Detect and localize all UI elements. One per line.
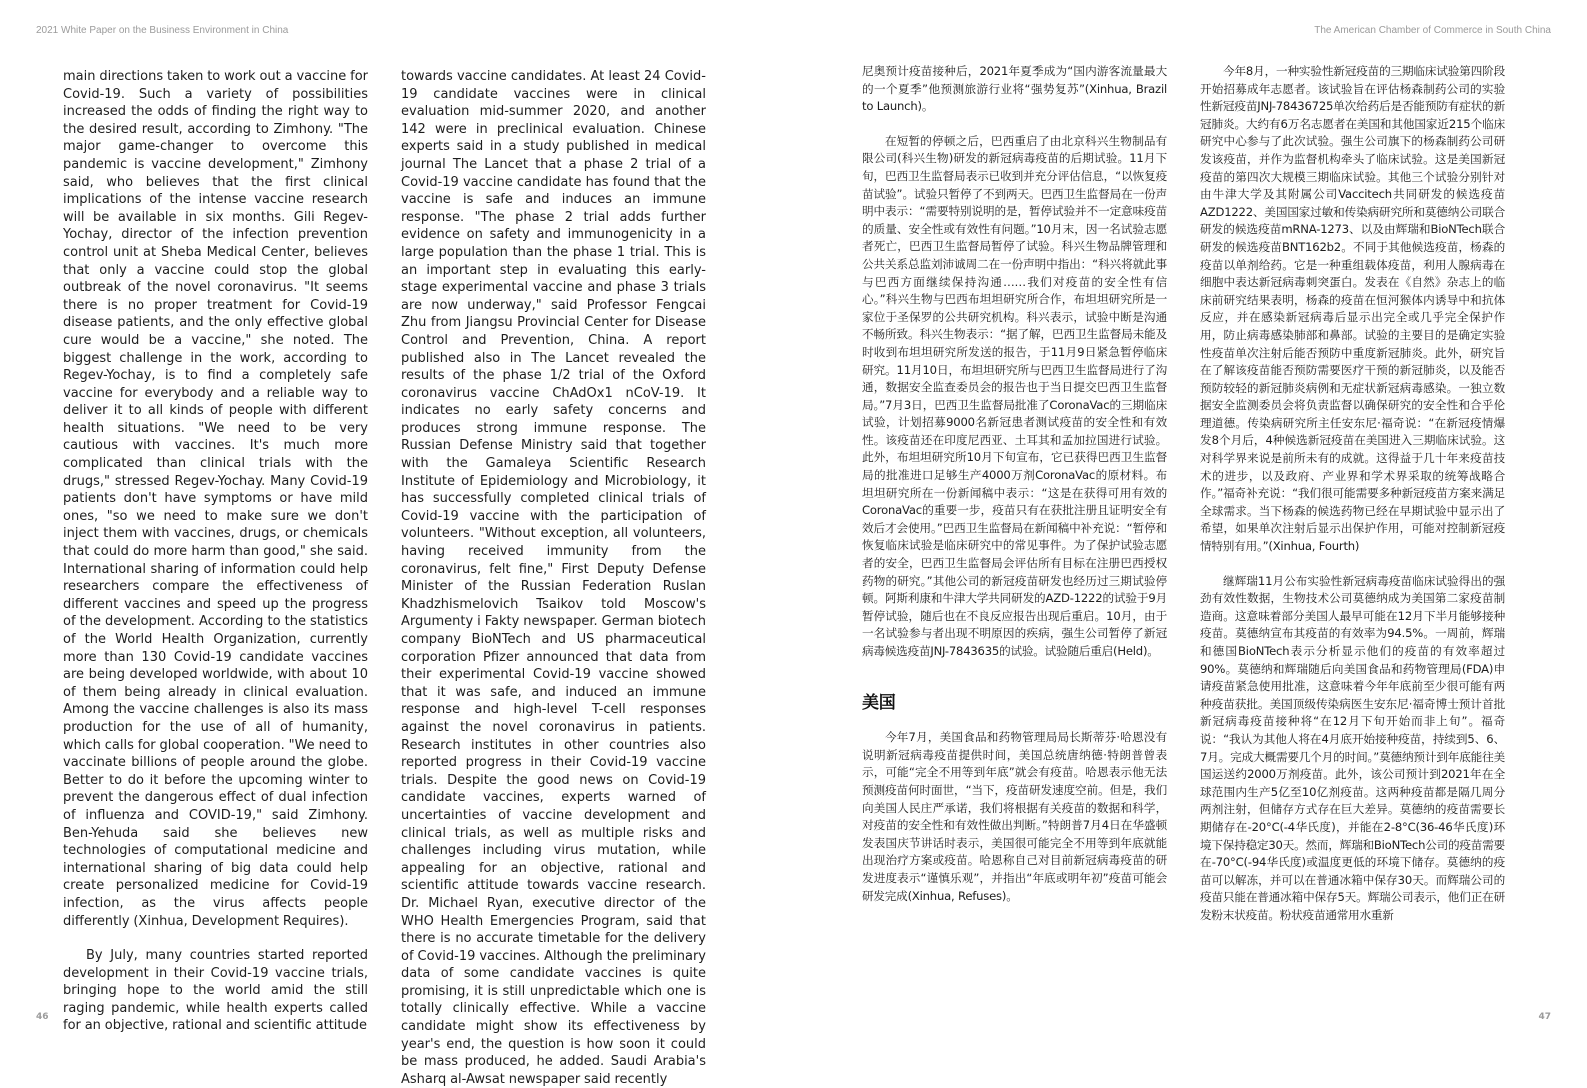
body-paragraph: main directions taken to work out a vaccine for Covid-19. Such a variety of possibilities increased the odds of finding the right way to the desired result, according to Zimhony. "The major game-changer to overcome this pandemic is vaccine development," Zimhony said, who believes that the first clinical implications of the intense vaccine research will be available in six months. Gili Regev-Yochay, director of the infection prevention control unit at Sheba Medical Center, believes that only a vaccine could stop the global outbreak of the novel coronavirus. "It seems there is no proper treatment for Covid-19 disease patients, and the only effective global cure would be a vaccine," she noted. The biggest challenge in the work, according to Regev-Yochay, is to find a completely safe vaccine for everybody and a reliable way to deliver it to all kinds of people with different health situations. "We need to be very cautious with vaccines. It's much more complicated than clinical trials with the drugs," stressed Regev-Yochay. Many Covid-19 patients don't have symptoms or have mild ones, "so we need to make sure we don't inject them with vaccines, drugs, or chemicals that could do more harm than good," she said. International sharing of information could help researchers compare the effectiveness of different vaccines and speed up the progress of the development. According to the statistics of the World Health Organization, currently more than 130 Covid-19 candidate vaccines are being developed worldwide, with about 10 of them being already in clinical evaluation. Among the vaccine challenges is also its mass production for the use of all of humanity, which calls for global cooperation. "We need to vaccinate billions of people around the globe. Better to do it before the upcoming winter to prevent the dangerous effect of dual infection of influenza and COVID-19," said Zimhony. Ben-Yehuda said she believes new technologies of computational medicine and international sharing of big data could help create personalized medicine for Covid-19 infection, as the virus affects people differently (Xinhua, Development Requires). xyxy=(63,69,368,929)
body-paragraph: 今年8月，一种实验性新冠疫苗的三期临床试验第四阶段开始招募成年志愿者。该试验旨在评估杨森制药公司的实验性新冠疫苗JNJ-78436725单次给药后是否能预防有症状的新冠肺炎。大约有6万名志愿者在美国和其他国家近215个临床研究中心参与了此次试验。强生公司旗下的杨森制药公司研发该疫苗，并作为监督机构牵头了临床试验。这是美国新冠疫苗的第四次大规模三期临床试验。其他三个试验分别针对由牛津大学及其附属公司Vaccitech共同研发的候选疫苗AZD1222、美国国家过敏和传染病研究所和莫德纳公司联合研发的候选疫苗mRNA-1273、以及由辉瑞和BioNTech联合研发的候选疫苗BNT162b2。不同于其他候选疫苗，杨森的疫苗以单剂给药。它是一种重组载体疫苗，利用人腺病毒在细胞中表达新冠病毒刺突蛋白。发表在《自然》杂志上的临床前研究结果表明，杨森的疫苗在恒河猴体内诱导中和抗体反应，并在感染新冠病毒后显示出完全或几乎完全保护作用，防止病毒感染肺部和鼻部。试验的主要目的是确定实验性疫苗单次注射后能否预防中重度新冠肺炎。此外，研究旨在了解该疫苗能否预防需要医疗干预的新冠肺炎，以及能否预防较轻的新冠肺炎病例和无症状新冠病毒感染。一独立数据安全监测委员会将负责监督以确保研究的安全性和合乎伦理道德。传染病研究所主任安东尼·福奇说：“在新冠疫情爆发8个月后，4种候选新冠疫苗在美国进入三期临床试验。这对科学界来说是前所未有的成就。这得益于几十年来疫苗技术的进步，以及政府、产业界和学术界采取的统筹战略合作。”福奇补充说：“我们很可能需要多种新冠疫苗方案来满足全球需求。当下杨森的候选药物已经在早期试验中显示出了希望，如果单次注射后显示出保护作用，可能对控制新冠疫情特别有用。”(Xinhua, Fourth) xyxy=(1200,64,1505,554)
body-paragraph: 在短暂的停顿之后，巴西重启了由北京科兴生物制品有限公司(科兴生物)研发的新冠病毒疫苗的后期试验。11月下旬，巴西卫生监督局表示已收到并充分评估信息，“以恢复疫苗试验”。试验只暂停了不到两天。巴西卫生监督局在一份声明中表示：“需要特别说明的是，暂停试验并不一定意味疫苗的质量、安全性或有效性有问题。”10月末，因一名试验志愿者死亡，巴西卫生监督局暂停了试验。科兴生物品牌管理和公共关系总监刘沛诚周二在一份声明中指出：“科兴将就此事与巴西方面继续保持沟通……我们对疫苗的安全性有信心。”科兴生物与巴西布坦坦研究所合作，布坦坦研究所是一家位于圣保罗的公共研究机构。科兴表示，试验中断是沟通不畅所致。科兴生物表示：“据了解，巴西卫生监督局未能及时收到布坦坦研究所发送的报告，于11月9日紧急暂停临床研究。11月10日，布坦坦研究所与巴西卫生监督局进行了沟通，数据安全监查委员会的报告也于当日提交巴西卫生监督局。”7月3日，巴西卫生监督局批准了CoronaVac的三期临床试验，计划招募9000名新冠患者测试疫苗的安全性和有效性。该疫苗还在印度尼西亚、土耳其和孟加拉国进行试验。此外，布坦坦研究所10月下旬宣布，它已获得巴西卫生监督局的批准进口足够生产4000万剂CoronaVac的原材料。布坦坦研究所在一份新闻稿中表示：“这是在获得可用有效的CoronaVac的重要一步，疫苗只有在获批注册且证明安全有效后才会使用。”巴西卫生监督局在新闻稿中补充说：“暂停和恢复临床试验是临床研究中的常见事件。为了保护试验志愿者的安全，巴西卫生监督局会评估所有目标在注册巴西授权药物的研究。”其他公司的新冠疫苗研发也经历过三期试验停顿。阿斯利康和牛津大学共同研发的AZD-1222的试验于9月暂停试验，随后也在不良反应报告出现后重启。10月，由于一名试验参与者出现不明原因的疾病，强生公司暂停了新冠病毒候选疫苗JNJ-7843635的试验。试验随后重启(Held)。 xyxy=(862,133,1167,658)
running-header-left: 2021 White Paper on the Business Environment in China xyxy=(36,25,289,36)
right-page-column-1 xyxy=(862,63,1167,905)
body-paragraph: By July, many countries started reported development in their Covid-19 vaccine trials, bringing hope to the world amid the still raging pandemic, while health experts called for an objective, rational and scientific attitude xyxy=(63,948,368,1034)
left-page-column-2 xyxy=(401,68,706,1088)
left-page-column-1 xyxy=(63,68,368,1035)
body-paragraph: 继辉瑞11月公布实验性新冠病毒疫苗临床试验得出的强劲有效性数据，生物技术公司莫德纳成为美国第二家疫苗制造商。这意味着部分美国人最早可能在12月下半月能够接种疫苗。莫德纳宣布其疫苗的有效率为94.5%。一周前，辉瑞和德国BioNTech表示分析显示他们的疫苗的有效率超过90%。莫德纳和辉瑞随后向美国食品和药物管理局(FDA)申请疫苗紧急使用批准，这意味着今年年底前至少很可能有两种疫苗获批。美国顶级传染病医生安东尼·福奇博士预计首批新冠病毒疫苗接种将“在12月下旬开始而非上旬”。福奇说：“我认为其他人将在4月底开始接种疫苗，持续到5、6、7月。完成大概需要几个月的时间。”莫德纳预计到年底能往美国运送约2000万剂疫苗。此外，该公司预计到2021年在全球范围内生产5亿至10亿剂疫苗。这两种疫苗都是隔几周分两剂注射，但储存方式存在巨大差异。莫德纳的疫苗需要长期储存在-20°C(-4华氏度)，并能在2-8°C(36-46华氏度)环境下保持稳定30天。然而，辉瑞和BioNTech公司的疫苗需要在-70°C(-94华氏度)或温度更低的环境下储存。莫德纳的疫苗可以解冻，并可以在普通冰箱中保存30天。而辉瑞公司的疫苗只能在普通冰箱中保存5天。辉瑞公司表示，他们正在研发粉末状疫苗。粉状疫苗通常用水重新 xyxy=(1200,573,1505,922)
page-number-left: 46 xyxy=(36,1012,49,1022)
right-page-column-2 xyxy=(1200,63,1505,925)
body-paragraph: 今年7月，美国食品和药物管理局局长斯蒂芬·哈恩没有说明新冠病毒疫苗提供时间，美国总统唐纳德·特朗普曾表示，可能“完全不用等到年底”就会有疫苗。哈恩表示他无法预测疫苗何时面世，“当下，疫苗研发速度空前。但是，我们向美国人民庄严承诺，我们将根据有关疫苗的数据和科学，对疫苗的安全性和有效性做出判断。”特朗普7月4日在华盛顿发表国庆节讲话时表示，美国很可能完全不用等到年底就能出现治疗方案或疫苗。哈恩称自己对目前新冠病毒疫苗的研发进度表示“谨慎乐观”，并指出“年底或明年初”疫苗可能会研发完成(Xinhua, Refuses)。 xyxy=(862,730,1167,903)
body-paragraph: 尼奥预计疫苗接种后，2021年夏季成为“国内游客流量最大的一个夏季”他预测旅游行业将“强势复苏”(Xinhua, Brazil to Launch)。 xyxy=(862,64,1167,114)
body-paragraph: towards vaccine candidates. At least 24 Covid-19 candidate vaccines were in clinical evaluation mid-summer 2020, and another 142 were in preclinical evaluation. Chinese experts said in a study published in medical journal The Lancet that a phase 2 trial of a Covid-19 vaccine candidate has found that the vaccine is safe and induces an immune response. "The phase 2 trial adds further evidence on safety and immunogenicity in a large population than the phase 1 trial. This is an important step in evaluating this early-stage experimental vaccine and phase 3 trials are now underway," said Professor Fengcai Zhu from Jiangsu Provincial Center for Disease Control and Prevention, China. A report published also in The Lancet revealed the results of the phase 1/2 trial of the Oxford coronavirus vaccine ChAdOx1 nCoV-19. It indicates no early safety concerns and produces strong immune response. The Russian Defense Ministry said that together with the Gamaleya Scientific Research Institute of Epidemiology and Microbiology, it has successfully completed clinical trials of Covid-19 vaccine with the participation of volunteers. "Without exception, all volunteers, having received immunity from the coronavirus, felt fine," First Deputy Defense Minister of the Russian Federation Ruslan Khadzhismelovich Tsaikov told Moscow's Argumenty i Fakty newspaper. German biotech company BioNTech and US pharmaceutical corporation Pfizer announced that data from their experimental Covid-19 vaccine showed that it was safe, and induced an immune response and high-level T-cell responses against the novel coronavirus in patients. Research institutes in other countries also reported progress in their Covid-19 vaccine trials. Despite the good news on Covid-19 candidate vaccines, experts warned of uncertainties of vaccine development and clinical trials, as well as multiple risks and challenges including virus mutation, while appealing for an objective, rational and scientific attitude towards vaccine research. Dr. Michael Ryan, executive director of the WHO Health Emergencies Program, said that there is no accurate timetable for the delivery of Covid-19 vaccines. Although the preliminary data of some candidate vaccines is quite promising, it is still unpredictable which one is totally clinically effective. While a vaccine candidate might show its effectiveness by year's end, the question is how soon it could be mass produced, he added. Saudi Arabia's Asharq al-Awsat newspaper said recently xyxy=(401,69,706,1087)
running-header-right: The American Chamber of Commerce in South China xyxy=(1314,25,1551,36)
page-number-right: 47 xyxy=(1538,1012,1551,1022)
section-heading: 美国 xyxy=(862,692,896,713)
